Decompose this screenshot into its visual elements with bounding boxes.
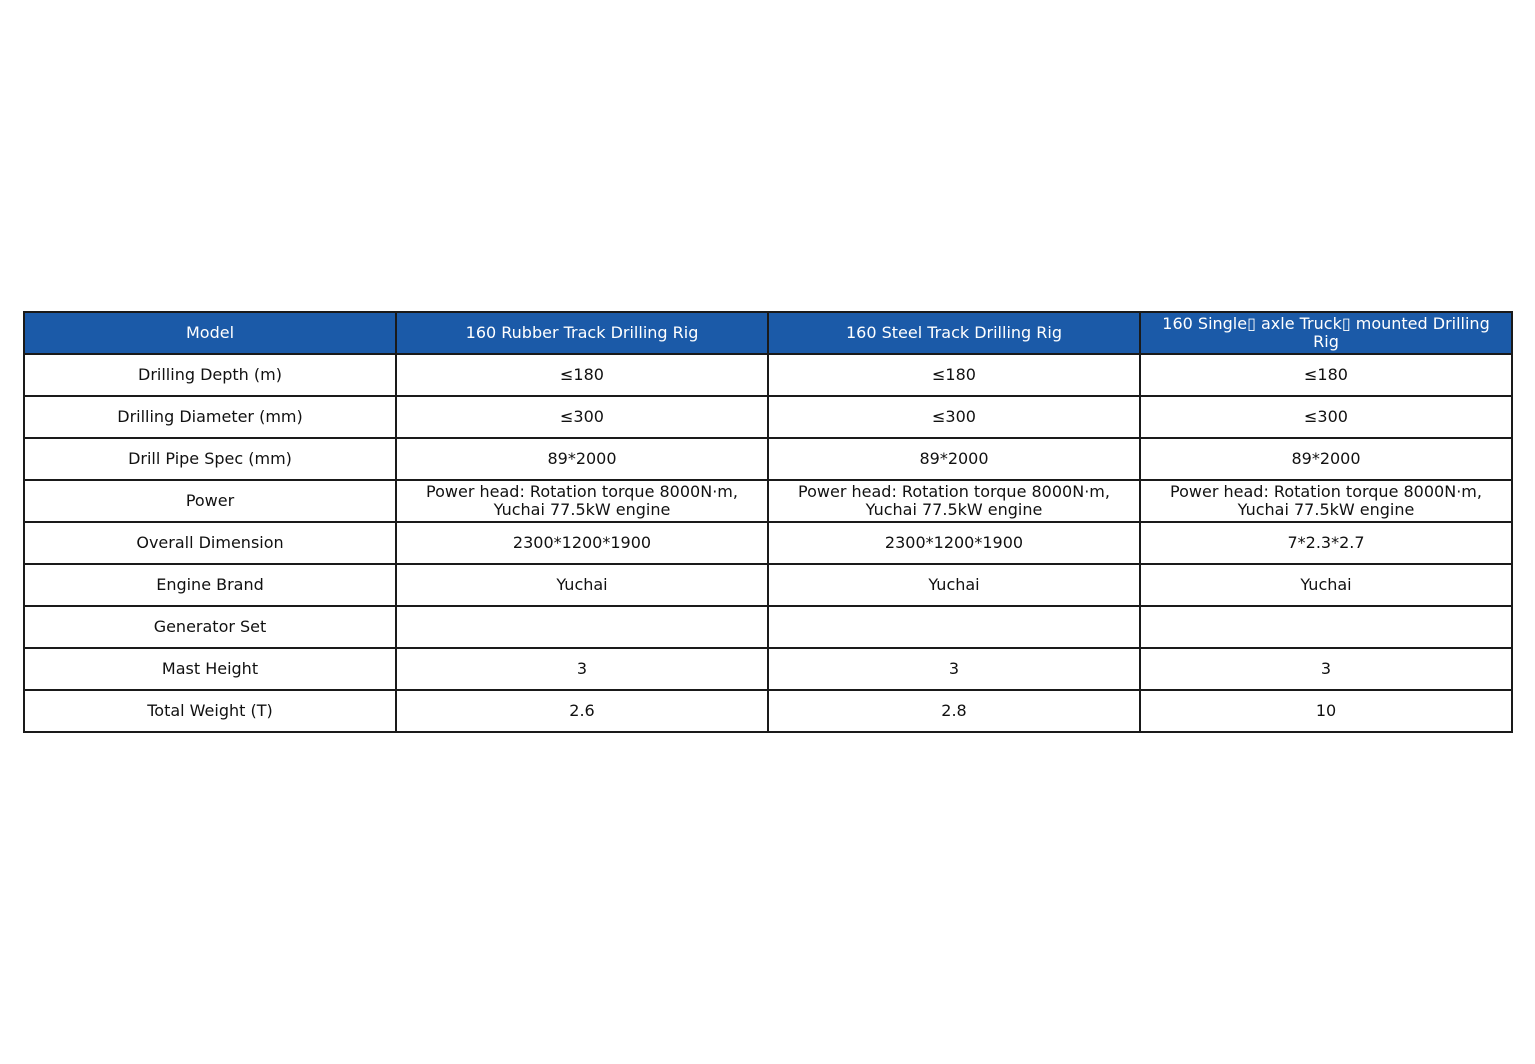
table-row bbox=[24, 480, 1512, 522]
row-label: Engine Brand bbox=[24, 564, 396, 606]
table-cell bbox=[1140, 606, 1512, 648]
table-row bbox=[24, 438, 1512, 480]
row-label: Total Weight (T) bbox=[24, 690, 396, 732]
row-label: Power bbox=[24, 480, 396, 522]
table-cell: Yuchai bbox=[396, 564, 768, 606]
row-label: Drill Pipe Spec (mm) bbox=[24, 438, 396, 480]
table-row bbox=[24, 648, 1512, 690]
header-rubber-track-rig: 160 Rubber Track Drilling Rig bbox=[396, 312, 768, 354]
table-cell: Power head: Rotation torque 8000N·m, Yuchai 77.5kW engine bbox=[396, 480, 768, 522]
table-cell: ≤180 bbox=[768, 354, 1140, 396]
table-cell: ≤180 bbox=[1140, 354, 1512, 396]
table-cell: ≤300 bbox=[768, 396, 1140, 438]
table-cell: 89*2000 bbox=[396, 438, 768, 480]
table-row bbox=[24, 522, 1512, 564]
table-row bbox=[24, 606, 1512, 648]
table-row bbox=[24, 564, 1512, 606]
table-cell: Yuchai bbox=[768, 564, 1140, 606]
header-model: Model bbox=[24, 312, 396, 354]
table-cell: 89*2000 bbox=[768, 438, 1140, 480]
table-row bbox=[24, 354, 1512, 396]
table-header-row bbox=[24, 312, 1512, 354]
table-cell: 3 bbox=[1140, 648, 1512, 690]
table-cell: 2300*1200*1900 bbox=[768, 522, 1140, 564]
table-cell: Yuchai bbox=[1140, 564, 1512, 606]
table-cell: 2.8 bbox=[768, 690, 1140, 732]
table-row bbox=[24, 690, 1512, 732]
header-truck-mounted-rig: 160 Single▯ axle Truck▯ mounted Drilling Rig bbox=[1140, 312, 1512, 354]
row-label: Mast Height bbox=[24, 648, 396, 690]
table-cell bbox=[768, 606, 1140, 648]
row-label: Overall Dimension bbox=[24, 522, 396, 564]
table-cell: Power head: Rotation torque 8000N·m, Yuchai 77.5kW engine bbox=[768, 480, 1140, 522]
table-cell: ≤180 bbox=[396, 354, 768, 396]
row-label: Drilling Diameter (mm) bbox=[24, 396, 396, 438]
table-row bbox=[24, 396, 1512, 438]
table-cell: ≤300 bbox=[396, 396, 768, 438]
table-cell: 3 bbox=[768, 648, 1140, 690]
table-cell: 3 bbox=[396, 648, 768, 690]
table-cell: 2.6 bbox=[396, 690, 768, 732]
table-cell: ≤300 bbox=[1140, 396, 1512, 438]
table-cell: 89*2000 bbox=[1140, 438, 1512, 480]
table-cell bbox=[396, 606, 768, 648]
spec-comparison-table bbox=[23, 311, 1513, 733]
table-cell: Power head: Rotation torque 8000N·m, Yuchai 77.5kW engine bbox=[1140, 480, 1512, 522]
table-cell: 2300*1200*1900 bbox=[396, 522, 768, 564]
table-cell: 10 bbox=[1140, 690, 1512, 732]
row-label: Drilling Depth (m) bbox=[24, 354, 396, 396]
header-steel-track-rig: 160 Steel Track Drilling Rig bbox=[768, 312, 1140, 354]
table-cell: 7*2.3*2.7 bbox=[1140, 522, 1512, 564]
row-label: Generator Set bbox=[24, 606, 396, 648]
